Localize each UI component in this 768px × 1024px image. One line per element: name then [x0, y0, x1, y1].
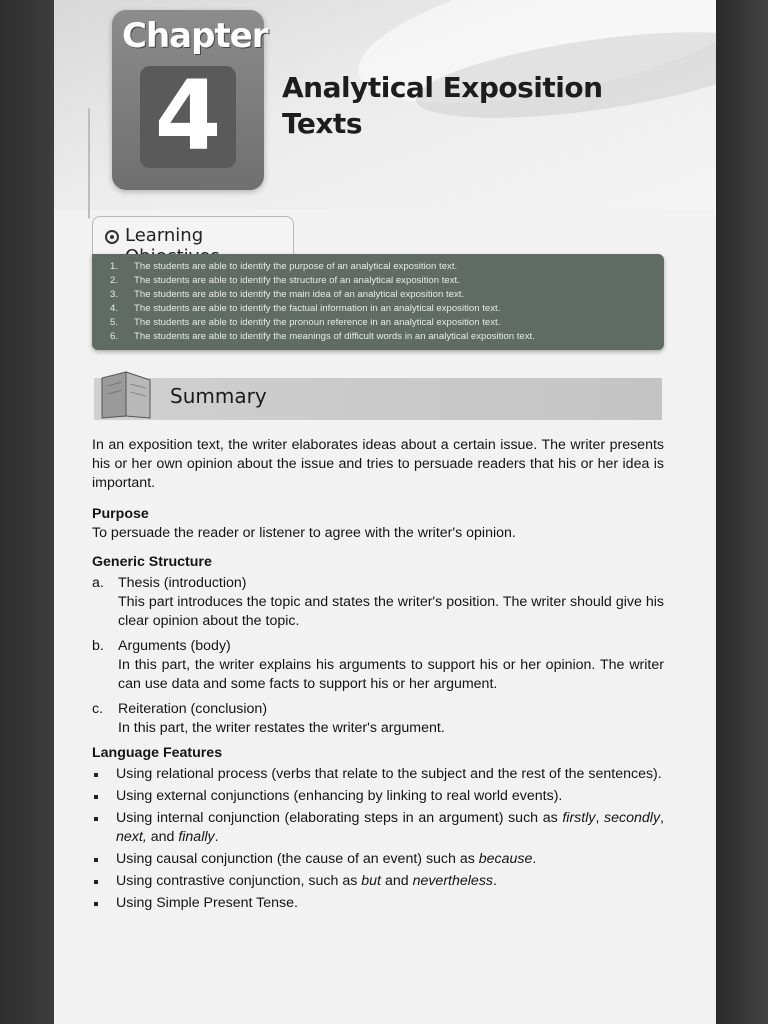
- structure-item: a. Thesis (introduction) This part introduces the topic and states the writer's position. The writer should give his clear opinion about the topic.: [92, 575, 664, 629]
- summary-title: Summary: [170, 384, 267, 408]
- learning-objectives-title: Learning: [125, 225, 204, 246]
- structure-item-desc: This part introduces the topic and states the writer's position. The writer should give his clear opinion about the topic.: [118, 594, 664, 629]
- objective-item: 3. The students are able to identify the main idea of an analytical exposition text.: [110, 289, 465, 300]
- feature-item: Using contrastive conjunction, such as but and nevertheless.: [92, 872, 664, 891]
- chapter-title-line1: Analytical Exposition: [282, 71, 603, 104]
- summary-intro: In an exposition text, the writer elaborates ideas about a certain issue. The writer presents his or her own opinion about the issue and tries to persuade readers that his or her idea is important.: [92, 437, 664, 491]
- structure-item-title: Arguments (body): [118, 638, 231, 654]
- chapter-title: [282, 70, 662, 142]
- book-page: [54, 0, 716, 1024]
- purpose-heading: Purpose: [92, 506, 149, 522]
- bullet-icon: [94, 902, 98, 906]
- bullet-icon: [94, 858, 98, 862]
- scan-right-margin: [716, 0, 768, 1024]
- features-heading: Language Features: [92, 745, 223, 761]
- bullet-icon: [94, 817, 98, 821]
- structure-item-desc: In this part, the writer explains his arguments to support his or her opinion. The writer can use data and some facts to support his or her argument.: [118, 657, 664, 692]
- page-edge-chevron: [54, 108, 90, 242]
- objective-item: 1. The students are able to identify the purpose of an analytical exposition text.: [110, 261, 458, 272]
- chapter-label: Chapter: [122, 16, 268, 56]
- scan-left-margin: [0, 0, 54, 1024]
- structure-heading: Generic Structure: [92, 554, 212, 570]
- objective-item: 2. The students are able to identify the structure of an analytical exposition text.: [110, 275, 460, 286]
- feature-item: Using external conjunctions (enhancing by linking to real world events).: [92, 787, 664, 806]
- feature-item: Using relational process (verbs that relate to the subject and the rest of the sentences).: [92, 765, 664, 784]
- learning-objectives-list: [92, 254, 664, 344]
- structure-item-title: Thesis (introduction): [118, 575, 247, 591]
- structure-item: c. Reiteration (conclusion) In this part, the writer restates the writer's argument.: [92, 700, 664, 738]
- feature-item: Using causal conjunction (the cause of an event) such as because.: [92, 850, 664, 869]
- feature-item: Using internal conjunction (elaborating steps in an argument) such as firstly, secondly, next, and finally.: [92, 809, 664, 847]
- summary-content: [92, 436, 664, 916]
- structure-list: [92, 574, 664, 738]
- structure-item-desc: In this part, the writer restates the writer's argument.: [118, 720, 445, 736]
- chapter-badge: [112, 10, 268, 190]
- bullet-icon: [94, 773, 98, 777]
- open-book-icon: [96, 368, 156, 420]
- learning-objectives-panel: [92, 254, 664, 350]
- purpose-text: To persuade the reader or listener to agree with the writer's opinion.: [92, 525, 516, 541]
- chapter-title-line2: Texts: [282, 107, 362, 140]
- learning-objectives-tab: [92, 216, 294, 255]
- bullet-icon: [94, 795, 98, 799]
- objective-item: 4. The students are able to identify the factual information in an analytical exposition text.: [110, 303, 501, 314]
- bullet-icon: [94, 880, 98, 884]
- target-icon: [105, 230, 119, 244]
- objective-item: 5. The students are able to identify the pronoun reference in an analytical exposition text.: [110, 317, 501, 328]
- chapter-number: 4: [154, 60, 222, 172]
- structure-item-title: Reiteration (conclusion): [118, 701, 268, 717]
- objective-item: 6. The students are able to identify the meanings of difficult words in an analytical exposition text.: [110, 331, 535, 342]
- structure-item: b. Arguments (body) In this part, the writer explains his arguments to support his or her opinion. The writer can use data and some facts to support his or her argument.: [92, 638, 664, 692]
- features-list: [92, 765, 664, 913]
- feature-item: Using Simple Present Tense.: [92, 894, 664, 913]
